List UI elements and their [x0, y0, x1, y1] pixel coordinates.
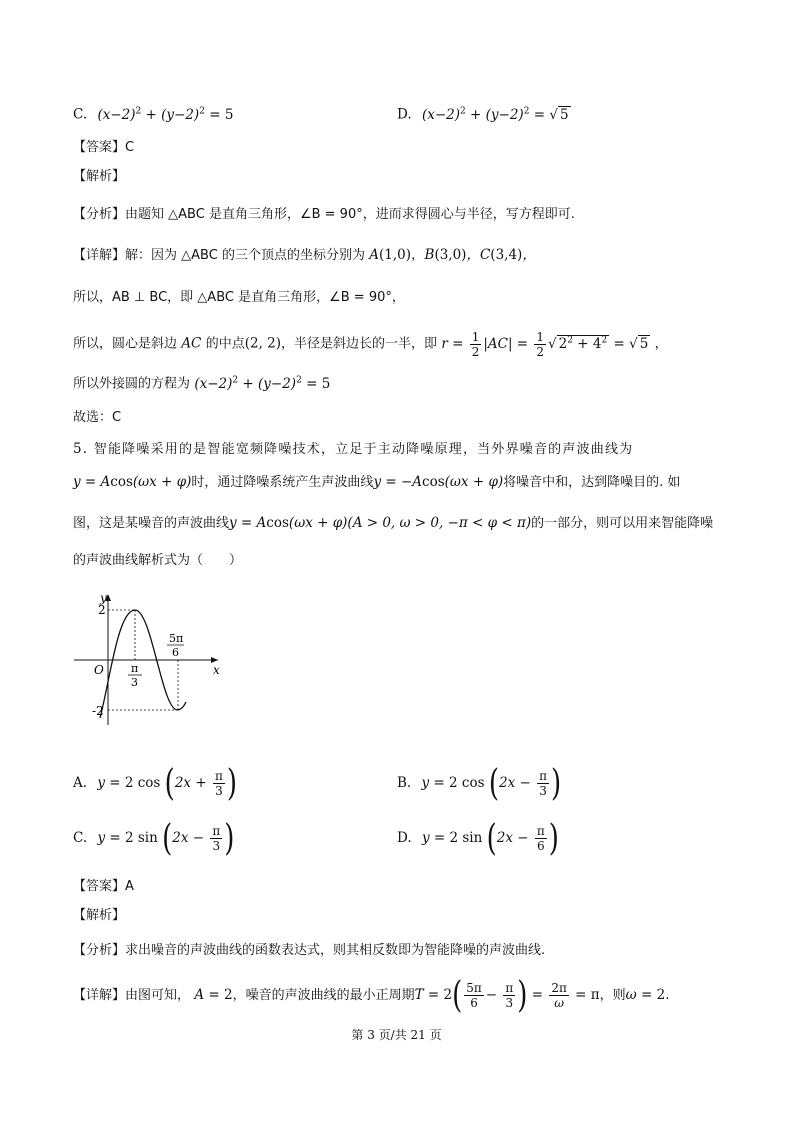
y-max-label: 2 [98, 603, 106, 617]
q5-text3a: 图，这是某噪音的声波曲线 [73, 516, 230, 531]
q5-option-d [397, 817, 559, 860]
x-tick1-num: π [131, 662, 139, 675]
q5-xiangjie-b: ，噪音的声波曲线的最小正周期 [232, 988, 415, 1003]
q4-option-c-label: C. [73, 106, 88, 123]
q5-answer-tag: 【答案】 [73, 879, 126, 894]
q5-line3 [73, 513, 713, 534]
q5-line1 [73, 439, 633, 460]
x-tick2-den: 6 [172, 646, 179, 659]
q4-line3-c: ，半径是斜边长的一半，即 [281, 336, 438, 352]
q5-option-a-label: A. [73, 775, 88, 791]
q4-choose [73, 407, 121, 428]
q4-line4 [73, 370, 330, 395]
q5-text4: 的声波曲线解析式为（ ） [73, 553, 243, 568]
x-tick2-num: 5π [169, 632, 184, 645]
q5-option-c-label: C. [73, 830, 88, 846]
page-footer: 第 3 页/共 21 页 [351, 1028, 442, 1042]
q4-line3-b: 的中点 [205, 336, 245, 352]
q4-line3: 所以，圆心是斜边 AC 的中点(2, 2)，半径是斜边长的一半，即 r = $\frac{1}{2}$ |AC| = $\frac{1}{2}$ √ $2^2 + 4^2$ = √ 5 ， [73, 329, 668, 359]
q4-line2-text: 所以，AB ⊥ BC，即 △ABC 是直角三角形，∠B = 90°， [73, 290, 405, 305]
q4-answer-tag: 【答案】 [73, 140, 126, 155]
q4-line2 [73, 287, 405, 308]
q4-option-d-label: D. [397, 106, 412, 123]
q4-midpoint: (2, 2) [244, 335, 282, 352]
wave-graph [70, 590, 230, 730]
q4-fenxi-line [73, 204, 575, 225]
q5-amplitude: A = 2 [194, 987, 233, 1003]
q5-analysis-tag [73, 905, 125, 926]
q4-fenxi-tag: 【分析】 [73, 207, 126, 222]
wave-curve [100, 610, 186, 718]
origin-label: O [94, 663, 104, 677]
q5-omega: ω = 2 [625, 987, 666, 1003]
q5-cancel-eq: y = −Acos(ωx + φ) [373, 474, 504, 490]
q4-xiangjie-text: 解：因为 △ABC 的三个顶点的坐标分别为 [125, 248, 365, 263]
q5-text1: 智能降噪采用的是智能宽频降噪技术，立足于主动降噪原理，当外界噪音的声波曲线为 [93, 442, 634, 457]
q5-option-b [397, 762, 562, 805]
q5-noise-eq: y = Acos(ωx + φ) [73, 474, 192, 490]
q5-line4 [73, 550, 242, 571]
q5-text3b: 的一部分，则可以用来智能降噪 [531, 516, 714, 531]
q4-radius-formula: r = $\frac{1}{2}$ |AC| = $\frac{1}{2}$ √ $2^2 + 4^2$ = √ 5 [441, 329, 649, 359]
q5-text2b: 将噪音中和，达到降噪目的. 如 [503, 475, 681, 490]
q5-option-a [73, 762, 237, 805]
q5-fenxi-text: 求出噪音的声波曲线的函数表达式，则其相反数即为智能降噪的声波曲线. [125, 943, 546, 958]
q5-number: 5. [73, 441, 89, 457]
q5-option-a-formula: y = 2 cos (2x + $\frac{\pi}{3}$ ) [97, 762, 237, 805]
q4-line4-text: 所以外接圆的方程为 [73, 376, 191, 392]
q5-answer-value: A [125, 879, 134, 894]
q4-analysis-tag-text: 【解析】 [73, 169, 126, 184]
q4-xiangjie-line [73, 245, 536, 266]
q5-answer-line [73, 876, 134, 897]
q4-fenxi-text: 由题知 △ABC 是直角三角形，∠B = 90°，进而求得圆心与半径，写方程即可. [125, 207, 575, 222]
q5-option-c [73, 817, 235, 860]
q5-xiangjie-c: ，则 [599, 988, 626, 1003]
q5-xiangjie-tag: 【详解】 [73, 988, 126, 1003]
q5-line2 [73, 472, 680, 493]
q4-answer-line [73, 137, 134, 158]
q4-xiangjie-tag: 【详解】 [73, 248, 126, 263]
q4-option-c-formula: $(x-2)^2 + (y-2)^2 = 5$ [97, 106, 234, 123]
q4-option-d-formula: $(x-2)^2 + (y-2)^2$ = √ 5 [421, 106, 569, 123]
q4-option-d [397, 101, 571, 125]
q5-option-d-label: D. [397, 830, 412, 846]
q5-xiangjie-a: 由图可知， [125, 988, 191, 1003]
y-axis-label: y [100, 591, 107, 605]
q4-analysis-tag [73, 166, 125, 187]
q4-line3-a: 所以，圆心是斜边 [73, 336, 178, 352]
q4-points: A(1,0)，B(3,0)，C(3,4)， [369, 247, 536, 263]
q5-analysis-tag-text: 【解析】 [73, 908, 126, 923]
q5-fenxi-line [73, 940, 545, 961]
q5-xiangjie-line: 【详解】由图可知， A = 2，噪音的声波曲线的最小正周期T = 2( $\frac{5\pi}{6}$ − $\frac{\pi}{3}$ ) = $\frac{2\pi}{\omega}$ = π，则ω = 2. [73, 974, 670, 1017]
q5-option-c-formula: y = 2 sin (2x − $\frac{\pi}{3}$ ) [97, 817, 235, 860]
q4-answer-value: C [125, 140, 135, 155]
x-tick1-den: 3 [131, 676, 138, 689]
y-min-label: -2 [92, 704, 104, 718]
q5-text2a: 时，通过降噪系统产生声波曲线 [191, 475, 374, 490]
q5-option-b-label: B. [397, 775, 412, 791]
q5-option-b-formula: y = 2 cos (2x − $\frac{\pi}{3}$ ) [421, 762, 562, 805]
q5-option-d-formula: y = 2 sin (2x − $\frac{\pi}{6}$ ) [421, 817, 559, 860]
q5-period-formula: T = 2( $\frac{5\pi}{6}$ − $\frac{\pi}{3}$ ) = $\frac{2\pi}{\omega}$ = π [414, 974, 600, 1017]
q4-choose-text: 故选：C [73, 410, 122, 425]
q5-curve-eq: y = Acos(ωx + φ)(A > 0, ω > 0, −π < φ < π) [229, 515, 532, 531]
q4-option-c [73, 101, 233, 125]
x-axis-label: x [213, 663, 220, 677]
q4-circle-eq: $(x-2)^2 + (y-2)^2 = 5$ [194, 375, 331, 392]
q5-fenxi-tag: 【分析】 [73, 943, 126, 958]
q4-ac: AC [181, 335, 202, 352]
